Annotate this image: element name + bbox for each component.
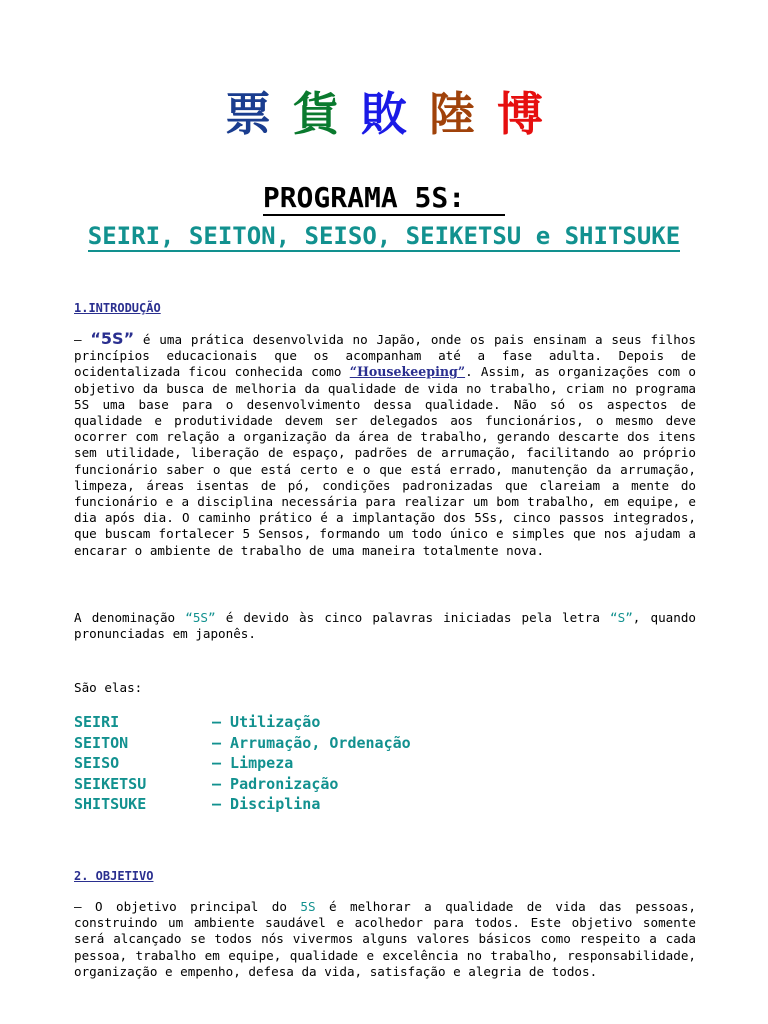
- sense-meaning: – Disciplina: [212, 795, 321, 813]
- sense-meaning: – Utilização: [212, 713, 321, 731]
- term-5s: “5S”: [90, 329, 135, 348]
- intro-paragraph: – “5S” é uma prática desenvolvida no Japão, onde os pais ensinam a seus filhos princípios educacionais que os acompanham até a fase adulta. Depois de ocidentalizada ficou conhecida como “Housekeeping”. Assim, as organizações com o objetivo da busca de melhoria da qualidade de vida no trabalho, criam no programa 5S uma base para o desenvolvimento dessa qualidade. Não só os aspectos de qualidade e produtividade devem ser delegados aos funcionários, o mesmo deve ocorrer com relação a organização da área de trabalho, gerando descarte dos itens sem utilidade, liberação de espaço, padrões de arrumação, facilitando ao próprio funcionário saber o que está certo e o que está errado, manutenção da arrumação, limpeza, áreas isentas de pó, condições padronizadas que clareiam a mente do funcionário e a disciplina necessária para realizar um bom trabalho, em equipe, e dia após dia. O caminho prático é a implantação dos 5Ss, cinco passos integrados, que buscam fortalecer 5 Sensos, formando um todo único e simples que nos ajudam a encarar o ambiente de trabalho de uma maneira totalmente nova.: [74, 329, 696, 558]
- senses-list: [74, 712, 411, 815]
- sense-meaning: – Padronização: [212, 774, 339, 793]
- sense-row-seiketsu: [74, 774, 411, 795]
- section-heading-introducao: 1.INTRODUÇÃO: [74, 301, 161, 315]
- term-5s-objetivo: 5S: [300, 899, 316, 914]
- section-heading-objetivo: 2. OBJETIVO: [74, 869, 154, 883]
- sense-name: SEIRI: [74, 713, 120, 731]
- sense-name: SEIKETSU: [74, 774, 147, 793]
- term-housekeeping: “Housekeeping”: [349, 364, 466, 380]
- denominacao-paragraph: A denominação “5S” é devido às cinco palavras iniciadas pela letra “S”, quando pronunciadas em japonês.: [74, 610, 696, 642]
- document-subtitle: SEIRI, SEITON, SEISO, SEIKETSU e SHITSUKE: [87, 222, 681, 250]
- sao-elas-label: São elas:: [74, 680, 143, 695]
- sense-row-seiso: [74, 753, 411, 774]
- document-title: PROGRAMA 5S:: [0, 180, 768, 216]
- kanji-char-3: 敗: [361, 87, 407, 141]
- sense-meaning: – Limpeza: [212, 754, 294, 772]
- sense-name: SHITSUKE: [74, 795, 147, 813]
- sense-meaning: – Arrumação, Ordenação: [212, 733, 411, 752]
- term-5s-inline: “5S”: [185, 610, 216, 625]
- kanji-header: [0, 86, 768, 142]
- term-s-inline: “S”: [610, 610, 633, 625]
- sense-row-seiton: [74, 733, 411, 754]
- kanji-char-4: 陸: [429, 87, 475, 141]
- objetivo-paragraph: – O objetivo principal do 5S é melhorar a qualidade de vida das pessoas, construindo um ambiente saudável e acolhedor para todos. Este objetivo somente será alcançado se todos nós vivermos alguns valores básicos como respeito a cada pessoa, trabalho em equipe, qualidade e excelência no trabalho, responsabilidade, organização e empenho, defesa da vida, satisfação e alegria de todos.: [74, 899, 696, 979]
- sense-name: SEISO: [74, 754, 120, 772]
- sense-row-shitsuke: [74, 794, 411, 815]
- kanji-char-5: 博: [497, 87, 543, 141]
- sense-row-seiri: [74, 712, 411, 733]
- sense-name: SEITON: [74, 733, 129, 752]
- kanji-char-2: 貨: [293, 87, 339, 141]
- kanji-char-1: 票: [225, 87, 271, 141]
